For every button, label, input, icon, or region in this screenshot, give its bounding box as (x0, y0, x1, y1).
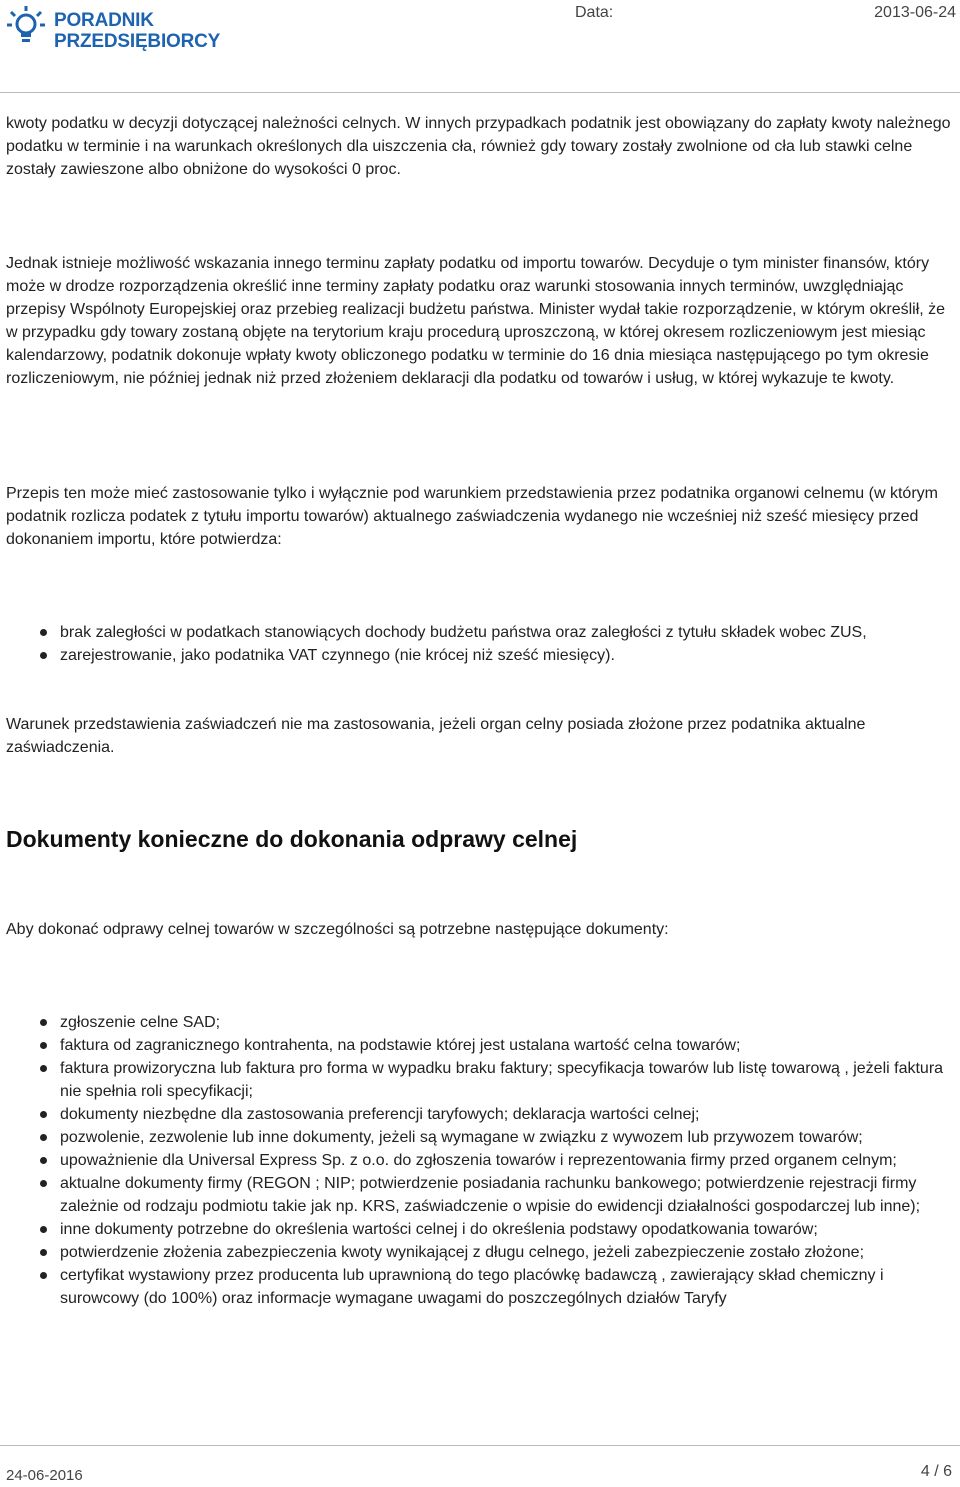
paragraph-2: Jednak istnieje możliwość wskazania innego terminu zapłaty podatku od importu towarów. Decyduje o tym minister finansów, który może w drodze rozporządzenia określić inne terminy zapłaty podatku oraz warunki stosowania innych terminów, uwzględniając przepisy Wspólnoty Europejskiej oraz przebieg realizacji budżetu państwa. Minister wydał takie rozporządzenie, w którym określił, że w przypadku gdy towary zostaną objęte na terytorium kraju procedurą uproszczoną, w której okresem rozliczeniowym jest miesiąc kalendarzowy, podatnik dokonuje wpłaty kwoty obliczonego podatku w terminie do 16 dnia miesiąca następującego po tym okresie rozliczeniowym, nie później jednak niż przed złożeniem deklaracji dla podatku od towarów i usług, w której wykazuje te kwoty. (6, 255, 946, 387)
logo (6, 4, 236, 56)
list-item (6, 1126, 956, 1149)
page-header (0, 0, 960, 92)
bullet-icon (40, 1226, 47, 1233)
lightbulb-icon (6, 4, 46, 52)
bullet-icon (40, 1111, 47, 1118)
list-item-text: upoważnienie dla Universal Express Sp. z o.o. do zgłoszenia towarów i reprezentowania firmy przed organem celnym; (60, 1152, 897, 1169)
paragraph-4: Warunek przedstawienia zaświadczeń nie ma zastosowania, jeżeli organ celny posiada złożone przez podatnika aktualne zaświadczenia. (6, 716, 866, 756)
list-item-text: certyfikat wystawiony przez producenta lub uprawnioną do tego placówkę badawczą , zawierający skład chemiczny i surowcowy (do 100%) oraz informacje wymagane uwagami do poszczególnych działów Taryfy (60, 1267, 884, 1307)
list-item-text: inne dokumenty potrzebne do określenia wartości celnej i do określenia podstawy opodatkowania towarów; (60, 1221, 818, 1238)
list-item (6, 644, 956, 667)
logo-text-line2: PRZEDSIĘBIORCY (54, 31, 221, 52)
list-item-text: faktura od zagranicznego kontrahenta, na podstawie której jest ustalana wartość celna towarów; (60, 1037, 741, 1054)
list-item (6, 1149, 956, 1172)
list-item (6, 1218, 956, 1241)
list-item-text: potwierdzenie złożenia zabezpieczenia kwoty wynikającej z długu celnego, jeżeli zabezpieczenie zostało złożone; (60, 1244, 865, 1261)
list-item-text: zarejestrowanie, jako podatnika VAT czynnego (nie krócej niż sześć miesięcy). (60, 647, 615, 664)
list-item-text: faktura prowizoryczna lub faktura pro forma w wypadku braku faktury; specyfikacja towarów lub listę towarową , jeżeli faktura nie spełnia roli specyfikacji; (60, 1060, 944, 1100)
footer-date: 24-06-2016 (6, 1467, 83, 1484)
list-item-text: aktualne dokumenty firmy (REGON ; NIP; potwierdzenie posiadania rachunku bankowego; potwierdzenie rejestracji firmy zależnie od rodzaju podmiotu takie jak np. KRS, zaświadczenie o wpisie do ewidencji działalności gospodarczej lub inne); (60, 1175, 921, 1215)
bullet-icon (40, 1249, 47, 1256)
paragraph-3: Przepis ten może mieć zastosowanie tylko i wyłącznie pod warunkiem przedstawienia przez podatnika organowi celnemu (w którym podatnik rozlicza podatek z tytułu importu towarów) aktualnego zaświadczenia wydanego nie wcześniej niż sześć miesięcy przed dokonaniem importu, które potwierdza: (6, 485, 938, 548)
paragraph-5: Aby dokonać odprawy celnej towarów w szczególności są potrzebne następujące dokumenty: (6, 921, 669, 938)
list-item-text: dokumenty niezbędne dla zastosowania preferencji taryfowych; deklaracja wartości celnej; (60, 1106, 700, 1123)
bullet-icon (40, 1134, 47, 1141)
conditions-list (6, 621, 956, 667)
footer-divider (0, 1445, 960, 1446)
page-number: 4 / 6 (920, 1463, 952, 1480)
list-item (6, 621, 956, 644)
bullet-icon (40, 629, 47, 636)
bullet-icon (40, 1180, 47, 1187)
header-divider (0, 92, 960, 93)
date-value: 2013-06-24 (874, 4, 956, 21)
list-item-text: pozwolenie, zezwolenie lub inne dokumenty, jeżeli są wymagane w związku z wywozem lub przywozem towarów; (60, 1129, 863, 1146)
date-label: Data: (575, 4, 614, 21)
list-item (6, 1011, 956, 1034)
bullet-icon (40, 1042, 47, 1049)
section-heading: Dokumenty konieczne do dokonania odprawy celnej (6, 826, 578, 852)
paragraph-1: kwoty podatku w decyzji dotyczącej należności celnych. W innych przypadkach podatnik jest obowiązany do zapłaty kwoty należnego podatku w terminie i na warunkach określonych dla uiszczenia cła, również gdy towary zostały zwolnione od cła lub stawki celne zostały zawieszone albo obniżone do wysokości 0 proc. (6, 115, 951, 178)
bullet-icon (40, 1157, 47, 1164)
logo-text-line1: PORADNIK (54, 10, 154, 31)
list-item (6, 1034, 956, 1057)
list-item (6, 1264, 956, 1310)
bullet-icon (40, 1065, 47, 1072)
list-item-text: zgłoszenie celne SAD; (60, 1014, 221, 1031)
documents-list (6, 1011, 956, 1310)
list-item (6, 1241, 956, 1264)
bullet-icon (40, 1272, 47, 1279)
list-item (6, 1172, 956, 1218)
list-item-text: brak zaległości w podatkach stanowiących dochody budżetu państwa oraz zaległości z tytułu składek wobec ZUS, (60, 624, 867, 641)
bullet-icon (40, 1019, 47, 1026)
bullet-icon (40, 652, 47, 659)
list-item (6, 1057, 956, 1103)
list-item (6, 1103, 956, 1126)
